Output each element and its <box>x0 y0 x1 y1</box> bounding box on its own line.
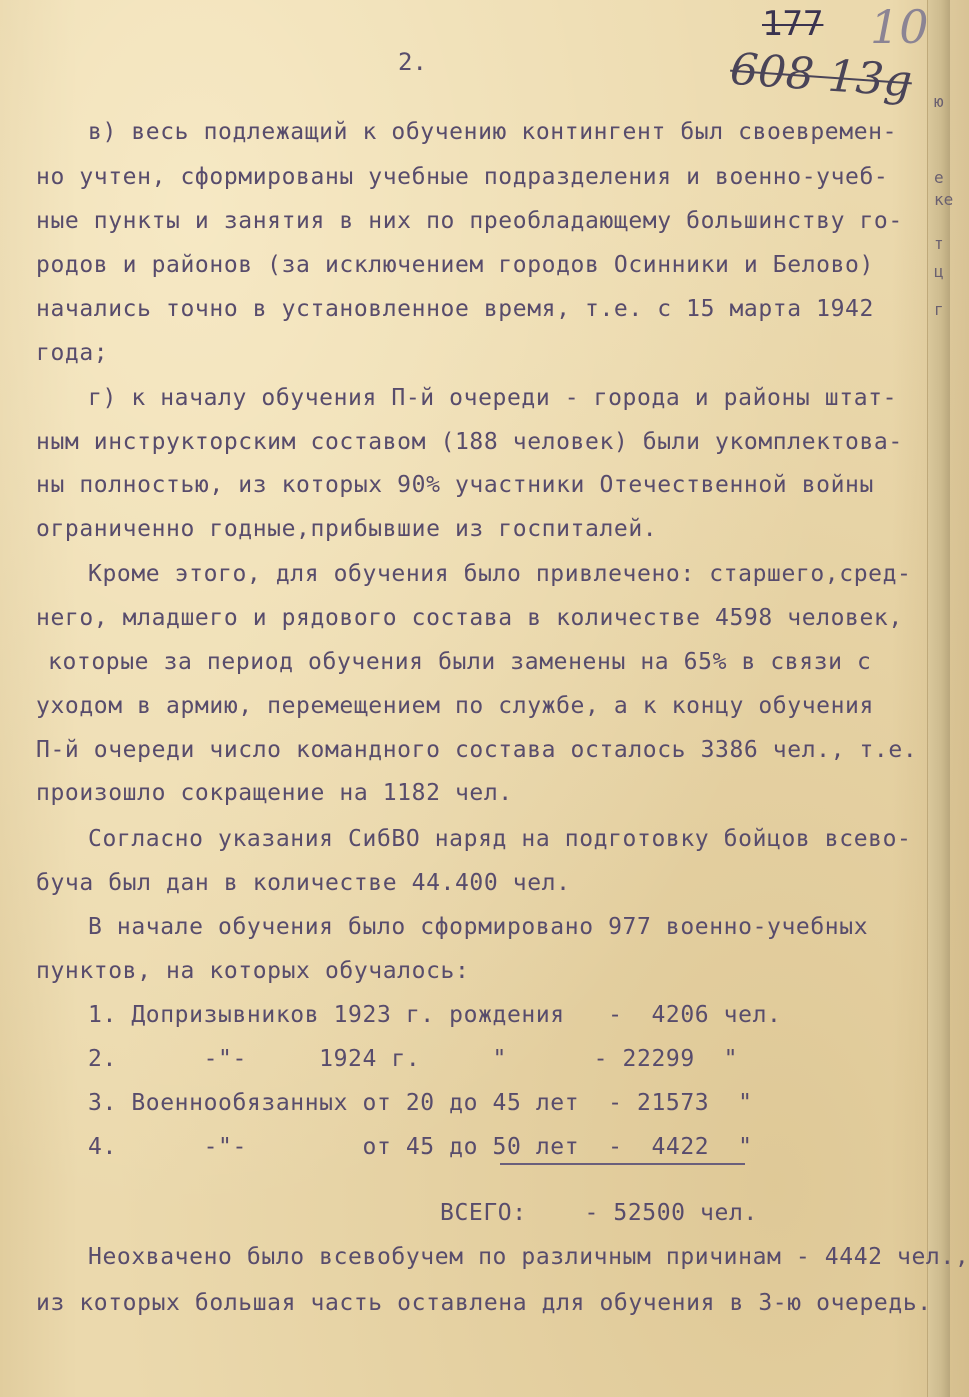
text-line: в) весь подлежащий к обучению контингент был своевремен- <box>88 119 898 145</box>
text-line: ны полностью, из которых 90% участники Отечественной войны <box>36 472 874 498</box>
table-row: 1. Допризывников 1923 г. рождения - 4206 чел. <box>88 1002 782 1028</box>
text-line: ные пункты и занятия в них по преобладающему большинству го- <box>36 208 903 234</box>
text-line: года; <box>36 340 109 366</box>
text-line: которые за период обучения были заменены на 65% в связи с <box>48 649 872 675</box>
text-line: Согласно указания СибВО наряд на подготовку бойцов всево- <box>88 826 912 852</box>
table-row: 2. -"- 1924 г. " - 22299 " <box>88 1046 739 1072</box>
edge-letter: е <box>934 168 944 187</box>
text-line: Кроме этого, для обучения было привлечено: старшего,сред- <box>88 561 912 587</box>
text-line: начались точно в установленное время, т.е. с 15 марта 1942 <box>36 296 874 322</box>
sum-underline <box>500 1163 745 1165</box>
text-line: буча был дан в количестве 44.400 чел. <box>36 870 571 896</box>
edge-letter: т <box>934 234 944 253</box>
archive-number: 177 <box>762 4 824 44</box>
text-line: уходом в армию, перемещением по службе, а к концу обучения <box>36 693 874 719</box>
table-row: 3. Военнообязанных от 20 до 45 лет - 21573 " <box>88 1090 753 1116</box>
handwritten-sheet-number: 10 <box>870 0 929 54</box>
text-line: ным инструкторским составом (188 человек) были укомплектова- <box>36 429 903 455</box>
text-line: родов и районов (за исключением городов Осинники и Белово) <box>36 252 874 278</box>
handwritten-code: 608 13g <box>728 43 914 108</box>
text-line: Неохвачено было всевобучем по различным причинам - 4442 чел., <box>88 1244 969 1270</box>
edge-letter: ц <box>934 262 944 281</box>
text-line: пунктов, на которых обучалось: <box>36 958 470 984</box>
text-line: В начале обучения было сформировано 977 военно-учебных <box>88 914 869 940</box>
text-line: из которых большая часть оставлена для обучения в 3-ю очередь. <box>36 1290 932 1316</box>
text-line: г) к началу обучения П-й очереди - города и районы штат- <box>88 385 898 411</box>
edge-letter: ю <box>934 92 944 111</box>
adjacent-page-edge <box>927 0 954 1397</box>
edge-letter: г <box>934 300 944 319</box>
text-line: но учтен, сформированы учебные подразделения и военно-учеб- <box>36 164 889 190</box>
edge-letter: ке <box>934 190 954 209</box>
page-number: 2. <box>398 48 427 76</box>
text-line: ограниченно годные,прибывшие из госпиталей. <box>36 516 658 542</box>
text-line: произошло сокращение на 1182 чел. <box>36 780 513 806</box>
text-line: П-й очереди число командного состава осталось 3386 чел., т.е. <box>36 737 918 763</box>
table-row: 4. -"- от 45 до 50 лет - 4422 " <box>88 1134 753 1160</box>
text-line: него, младшего и рядового состава в количестве 4598 человек, <box>36 605 903 631</box>
total-row: ВСЕГО: - 52500 чел. <box>440 1200 758 1226</box>
